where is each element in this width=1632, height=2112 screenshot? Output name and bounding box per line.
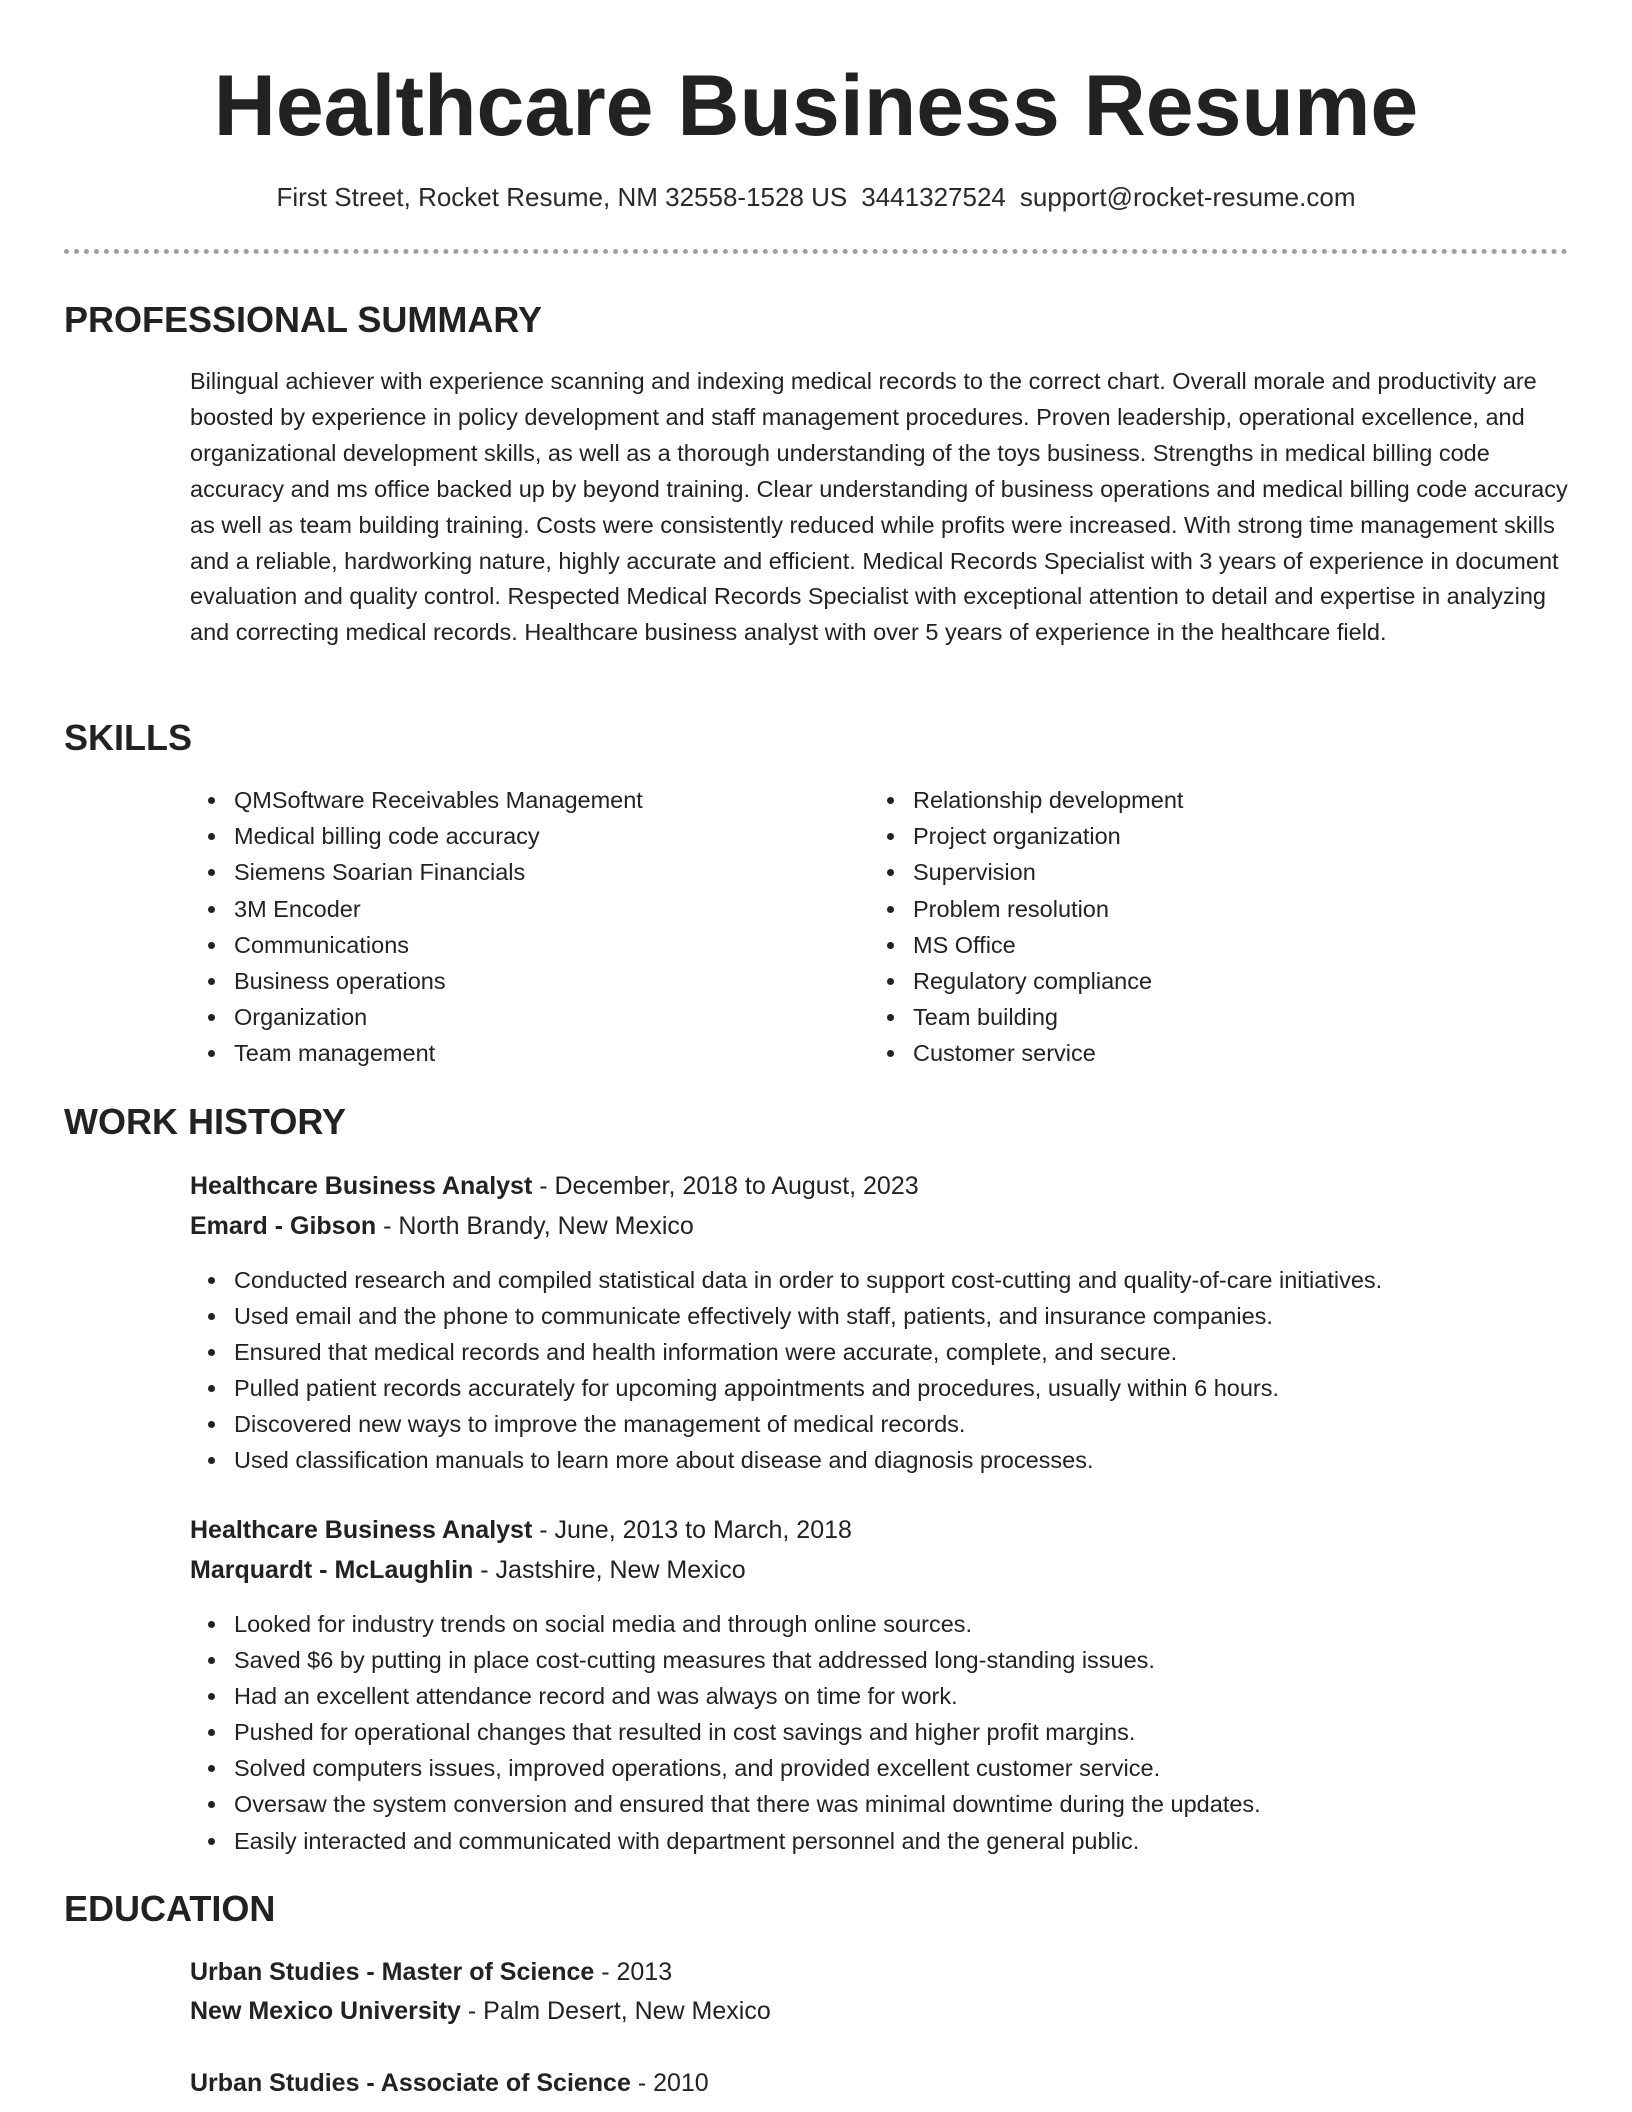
- education-degree: Urban Studies - Associate of Science: [190, 2069, 631, 2097]
- job-bullet: Pulled patient records accurately for upcoming appointments and procedures, usually within 6 hours.: [234, 1370, 1614, 1406]
- contact-address: First Street, Rocket Resume, NM 32558-1528 US: [276, 182, 848, 212]
- job-dates: - December, 2018 to August, 2023: [532, 1172, 919, 1200]
- skill-item: Communications: [234, 927, 643, 963]
- job-company: Emard - Gibson: [190, 1212, 377, 1240]
- job-title-line: [190, 1514, 852, 1546]
- skill-item: Problem resolution: [913, 891, 1183, 927]
- contact-email[interactable]: support@rocket-resume.com: [1019, 182, 1356, 212]
- resume-title: Healthcare Business Resume: [213, 58, 1419, 154]
- job-bullet: Ensured that medical records and health information were accurate, complete, and secure.: [234, 1334, 1614, 1370]
- skill-item: QMSoftware Receivables Management: [234, 782, 643, 818]
- job-title-line: [190, 1170, 919, 1202]
- skill-item: Team management: [234, 1035, 643, 1071]
- skill-item: Regulatory compliance: [913, 963, 1183, 999]
- job-position: Healthcare Business Analyst: [190, 1516, 533, 1544]
- job-bullet: Saved $6 by putting in place cost-cutting measures that addressed long-standing issues.: [234, 1642, 1614, 1678]
- skill-item: Team building: [913, 999, 1183, 1035]
- education-degree-line: [190, 2067, 709, 2099]
- job-bullet: Used email and the phone to communicate effectively with staff, patients, and insurance companies.: [234, 1298, 1614, 1334]
- job-bullet: Pushed for operational changes that resulted in cost savings and higher profit margins.: [234, 1714, 1614, 1750]
- job-location: - Jastshire, New Mexico: [473, 1556, 746, 1584]
- skill-item: Medical billing code accuracy: [234, 818, 643, 854]
- job-bullet: Oversaw the system conversion and ensured that there was minimal downtime during the updates.: [234, 1786, 1614, 1822]
- job-bullet: Discovered new ways to improve the management of medical records.: [234, 1406, 1614, 1442]
- job-company-line: [190, 1554, 746, 1586]
- education-school-line: [190, 1995, 771, 2027]
- job-company: Marquardt - McLaughlin: [190, 1556, 474, 1584]
- education-degree-line: [190, 1956, 672, 1988]
- job-bullets: [190, 1262, 1614, 1479]
- education-location: - Palm Desert, New Mexico: [460, 1997, 771, 2025]
- summary-heading: PROFESSIONAL SUMMARY: [64, 299, 543, 340]
- skills-heading: SKILLS: [64, 717, 193, 758]
- skill-item: Project organization: [913, 818, 1183, 854]
- job-bullet: Easily interacted and communicated with department personnel and the general public.: [234, 1823, 1614, 1859]
- skills-list-right: [869, 782, 1183, 1072]
- job-bullet: Used classification manuals to learn more about disease and diagnosis processes.: [234, 1442, 1614, 1478]
- skill-item: Siemens Soarian Financials: [234, 854, 643, 890]
- header-divider: [64, 249, 1568, 254]
- contact-line: [0, 180, 1632, 214]
- summary-text: Bilingual achiever with experience scanning and indexing medical records to the correct chart. Overall morale and productivity are boosted by experience in policy development and staff management procedures. Proven leadership, operational excellence, and organizational development skills, as well as a thorough understanding of the toys business. Strengths in medical billing code accuracy and ms office backed up by beyond training. Clear understanding of business operations and medical billing code accuracy as well as team building training. Costs were consistently reduced while profits were increased. With strong time management skills and a reliable, hardworking nature, highly accurate and efficient. Medical Records Specialist with 3 years of experience in document evaluation and quality control. Respected Medical Records Specialist with exceptional attention to detail and expertise in analyzing and correcting medical records. Healthcare business analyst with over 5 years of experience in the healthcare field.: [190, 368, 1568, 646]
- job-position: Healthcare Business Analyst: [190, 1172, 533, 1200]
- work-heading: WORK HISTORY: [64, 1101, 347, 1142]
- job-bullet: Conducted research and compiled statistical data in order to support cost-cutting and quality-of-care initiatives.: [234, 1262, 1614, 1298]
- job-dates: - June, 2013 to March, 2018: [532, 1516, 852, 1544]
- skills-list-left: [190, 782, 643, 1072]
- job-bullet: Looked for industry trends on social media and through online sources.: [234, 1606, 1614, 1642]
- skill-item: 3M Encoder: [234, 891, 643, 927]
- job-bullet: Had an excellent attendance record and was always on time for work.: [234, 1678, 1614, 1714]
- contact-phone: 3441327524: [861, 182, 1006, 212]
- education-year: - 2010: [630, 2069, 709, 2097]
- education-heading: EDUCATION: [64, 1888, 276, 1929]
- skill-item: Supervision: [913, 854, 1183, 890]
- job-bullet: Solved computers issues, improved operations, and provided excellent customer service.: [234, 1750, 1614, 1786]
- education-year: - 2013: [594, 1958, 673, 1986]
- job-location: - North Brandy, New Mexico: [376, 1212, 694, 1240]
- skill-item: Business operations: [234, 963, 643, 999]
- skill-item: Customer service: [913, 1035, 1183, 1071]
- skill-item: Relationship development: [913, 782, 1183, 818]
- job-company-line: [190, 1210, 694, 1242]
- skill-item: Organization: [234, 999, 643, 1035]
- job-bullets: [190, 1606, 1614, 1859]
- education-degree: Urban Studies - Master of Science: [190, 1958, 595, 1986]
- skill-item: MS Office: [913, 927, 1183, 963]
- education-school: New Mexico University: [190, 1997, 461, 2025]
